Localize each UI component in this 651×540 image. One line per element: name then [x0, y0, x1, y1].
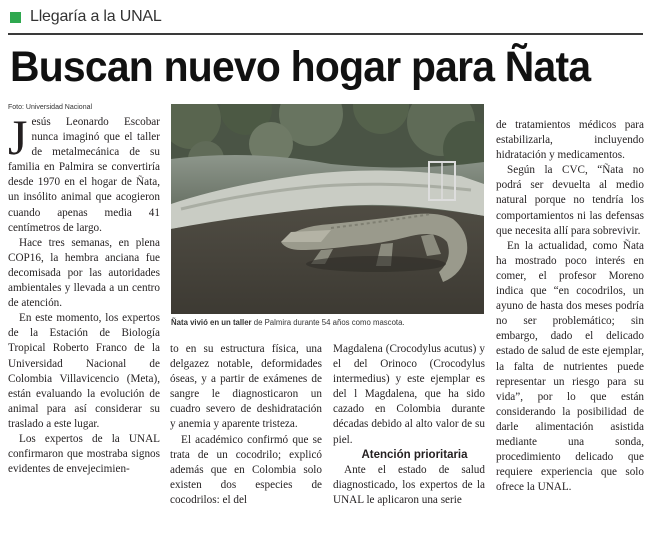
paragraph: En la actualidad, como Ñata ha mostrado poco interés en comer, el profesor Moreno indica que “en cocodrilos, un ayuno de hasta dos meses podría no ser problemático; sin embargo, dado el delicado estado de salud de este ejemplar, la falta de nutrientes puede representar un riesgo para su vida”, por lo que están considerando la posibilidad de darle alimentación asistida mediante una sonda, procedimiento delicado que requiere experiencia que solo ofrece la UNAL. — [496, 239, 644, 494]
drop-cap: J — [8, 109, 28, 165]
paragraph: Según la CVC, “Ñata no podrá ser devuelta al medio natural porque no tendría los comportamientos ni las defensas que necesita allí para sobrevivir. — [496, 164, 644, 237]
crocodile-photo — [171, 104, 484, 314]
paragraph: Ante el estado de salud diagnosticado, los expertos de la UNAL le aplicaron una serie — [333, 463, 485, 506]
paragraph: Hace tres semanas, en plena COP16, la hembra anciana fue decomisada por las autoridades ambientales y llevada a un centro de atención. — [8, 236, 160, 310]
headline: Buscan nuevo hogar para Ñata — [10, 43, 591, 91]
subheading: Atención prioritaria — [361, 448, 468, 461]
crocodile-photo-illustration — [171, 104, 484, 314]
paragraph: de tratamientos médicos para estabilizarla, incluyendo hidratación y medicamentos. — [496, 119, 644, 162]
article-column-2 — [170, 342, 322, 508]
article-column-1 — [8, 109, 160, 477]
kicker-square-icon — [10, 12, 21, 23]
paragraph: Magdalena (Crocodylus acutus) y el del Orinoco (Crocodylus intermedius) y este ejemplar es del l Magdalena, que ha sido cazado en Colombia durante décadas debido al alto valor de su piel. — [333, 343, 485, 446]
article-column-3 — [333, 342, 485, 508]
paragraph: El académico confirmó que se trata de un cocodrilo; explicó además que en Colombia solo existen dos especies de cocodrilos: el del — [170, 433, 322, 506]
kicker-text: Llegaría a la UNAL — [30, 8, 162, 25]
paragraph: to en su estructura física, una delgazez notable, deformidades óseas, y a partir de exámenes de sangre le diagnosticaron un cuadro severo de deshidratación y anemia y aparente tristeza. — [170, 343, 322, 431]
photo-credit: Foto: Universidad Nacional — [8, 104, 93, 111]
paragraph: Los expertos de la UNAL confirmaron que mostraba signos evidentes de envejecimien- — [8, 432, 160, 476]
paragraph: En este momento, los expertos de la Estación de Biología Tropical Roberto Franco de la Universidad Nacional de Colombia Villavicencio (Meta), están evaluando la evolución de animal para así considerar su traslado a este lugar. — [8, 312, 160, 430]
section-kicker — [10, 6, 162, 28]
photo-caption: Ñata vivió en un taller de Palmira durante 54 años como mascota. — [171, 318, 405, 327]
lead-paragraph: Jesús Leonardo Escobar nunca imaginó que el taller de metalmecánica de su familia en Palmira se convertiría desde 1970 en el hogar de Ñata, un insólito animal que acogieron cuando apenas media 41 centímetros de largo. — [8, 109, 160, 234]
article-column-4 — [496, 118, 644, 495]
header-rule — [8, 33, 643, 35]
